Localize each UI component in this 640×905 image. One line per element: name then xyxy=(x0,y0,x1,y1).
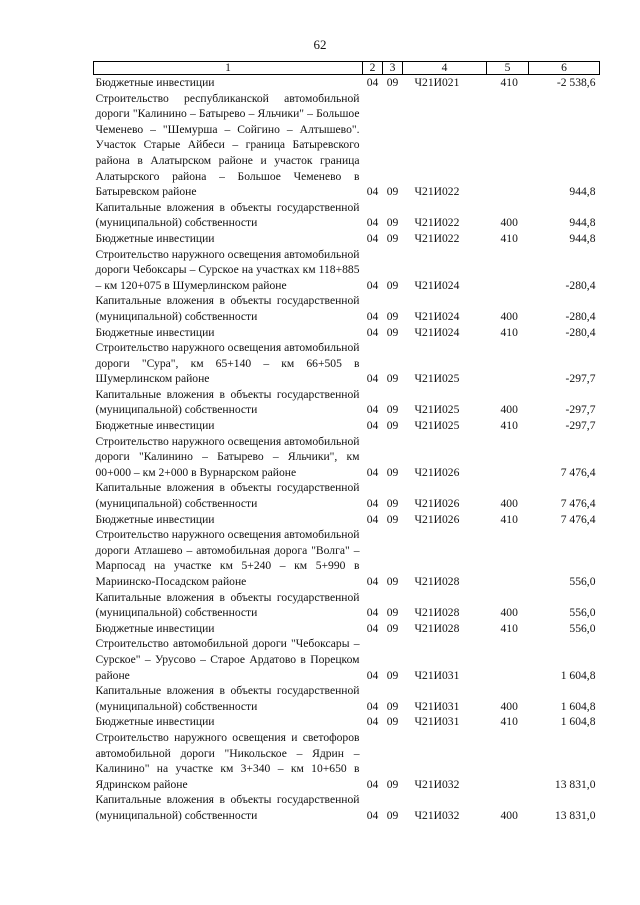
row-name: Капитальные вложения в объекты государственной (муниципальной) собственности xyxy=(95,387,360,417)
row-target-item: Ч21И024 xyxy=(414,309,460,323)
row-amount: 13 831,0 xyxy=(554,808,596,822)
row-target-item: Ч21И021 xyxy=(414,76,460,89)
row-target-item: Ч21И032 xyxy=(414,808,460,822)
row-target-item: Ч21И025 xyxy=(414,403,460,417)
row-name: Бюджетные инвестиции xyxy=(95,325,215,339)
row-target-item: Ч21И031 xyxy=(414,699,460,713)
row-subsection: 09 xyxy=(386,699,399,713)
row-expense-type: 400 xyxy=(500,497,518,511)
row-name: Капитальные вложения в объекты государственной (муниципальной) собственности xyxy=(95,590,360,620)
row-amount: -280,4 xyxy=(565,309,596,323)
row-amount: 1 604,8 xyxy=(560,715,596,729)
row-section: 04 xyxy=(366,372,379,386)
table-row xyxy=(94,293,600,324)
table-row xyxy=(94,325,600,341)
row-expense-type: 410 xyxy=(500,715,518,729)
row-expense-type: 400 xyxy=(500,606,518,620)
row-section: 04 xyxy=(366,497,379,511)
row-subsection: 09 xyxy=(386,497,399,511)
page-number: 62 xyxy=(313,37,327,52)
row-section: 04 xyxy=(366,231,379,245)
row-target-item: Ч21И032 xyxy=(414,777,460,791)
row-expense-type: 400 xyxy=(500,808,518,822)
row-subsection: 09 xyxy=(386,465,399,479)
budget-table xyxy=(93,61,600,824)
row-expense-type xyxy=(487,247,529,294)
row-amount: 556,0 xyxy=(569,621,596,635)
row-subsection: 09 xyxy=(386,216,399,230)
row-section: 04 xyxy=(366,699,379,713)
table-row xyxy=(94,418,600,434)
row-amount: 944,8 xyxy=(569,185,596,199)
row-expense-type: 400 xyxy=(500,699,518,713)
row-amount: -297,7 xyxy=(565,419,596,433)
row-target-item: Ч21И031 xyxy=(414,668,460,682)
row-expense-type xyxy=(487,91,529,200)
row-section: 04 xyxy=(366,808,379,822)
row-amount: 556,0 xyxy=(569,575,596,588)
row-amount: 7 476,4 xyxy=(560,465,596,479)
row-expense-type: 400 xyxy=(500,403,518,417)
row-subsection: 09 xyxy=(386,372,399,386)
row-subsection: 09 xyxy=(386,715,399,729)
row-subsection: 09 xyxy=(386,621,399,635)
row-section: 04 xyxy=(366,465,379,479)
row-target-item: Ч21И026 xyxy=(414,512,460,526)
row-expense-type xyxy=(487,527,529,589)
table-row xyxy=(94,527,600,589)
row-section: 04 xyxy=(366,278,379,292)
row-subsection: 09 xyxy=(386,325,399,339)
row-amount: 13 831,0 xyxy=(554,777,596,791)
row-amount: 7 476,4 xyxy=(560,512,596,526)
row-name: Капитальные вложения в объекты государственной (муниципальной) собственности xyxy=(95,684,360,713)
row-name: Бюджетные инвестиции xyxy=(95,621,215,635)
row-expense-type xyxy=(487,340,529,387)
row-target-item: Ч21И024 xyxy=(414,325,460,339)
row-expense-type: 410 xyxy=(500,621,518,635)
table-row xyxy=(94,91,600,200)
table-row xyxy=(94,480,600,511)
row-section: 04 xyxy=(366,606,379,620)
row-name: Строительство наружного освещения автомобильной дороги Атлашево – автомобильная дорога "Волга" – Марпосад на участке км 5+240 – км 5+990 в Мариинско-Посадском районе xyxy=(95,528,360,588)
row-name: Бюджетные инвестиции xyxy=(95,231,215,245)
row-name: Строительство наружного освещения автомобильной дороги "Сура", км 65+140 – км 66+505 в Шумерлинском районе xyxy=(95,341,360,386)
table-row xyxy=(94,621,600,637)
row-section: 04 xyxy=(366,419,379,433)
column-header-section: 2 xyxy=(363,62,383,75)
table-row xyxy=(94,792,600,823)
table-header xyxy=(94,62,600,75)
row-target-item: Ч21И028 xyxy=(414,621,460,635)
row-section: 04 xyxy=(366,575,379,588)
row-name: Строительство автомобильной дороги "Чебоксары – Сурское" – Урусово – Старое Ардатово в Порецком районе xyxy=(95,637,360,682)
row-target-item: Ч21И022 xyxy=(414,231,460,245)
row-name: Капитальные вложения в объекты государственной (муниципальной) собственности xyxy=(95,481,360,511)
row-amount: -297,7 xyxy=(565,403,596,417)
row-target-item: Ч21И024 xyxy=(414,278,460,292)
row-target-item: Ч21И026 xyxy=(414,497,460,511)
row-section: 04 xyxy=(366,325,379,339)
row-subsection: 09 xyxy=(386,808,399,822)
row-section: 04 xyxy=(366,512,379,526)
row-section: 04 xyxy=(366,621,379,635)
row-name: Бюджетные инвестиции xyxy=(95,76,215,89)
row-name: Строительство наружного освещения и светофоров автомобильной дороги "Никольское – Ядрин – Калинино" на участке км 3+340 – км 10+650 в Ядринском районе xyxy=(95,730,360,791)
row-subsection: 09 xyxy=(386,668,399,682)
row-section: 04 xyxy=(366,715,379,729)
table-row xyxy=(94,636,600,683)
row-amount: 556,0 xyxy=(569,606,596,620)
column-header-target-item: 4 xyxy=(403,62,487,75)
column-header-expense-type: 5 xyxy=(487,62,529,75)
row-subsection: 09 xyxy=(386,76,399,89)
table-row xyxy=(94,340,600,387)
row-expense-type: 410 xyxy=(500,419,518,433)
row-name: Бюджетные инвестиции xyxy=(95,419,215,433)
row-amount: 944,8 xyxy=(569,216,596,230)
row-amount: -297,7 xyxy=(565,372,596,386)
row-name: Строительство наружного освещения автомобильной дороги Чебоксары – Сурское на участках км 118+885 – км 120+075 в Шумерлинском районе xyxy=(95,247,360,292)
table-row xyxy=(94,683,600,714)
row-amount: 944,8 xyxy=(569,231,596,245)
table-row xyxy=(94,200,600,231)
table-body xyxy=(94,75,600,824)
row-subsection: 09 xyxy=(386,185,399,199)
table-row xyxy=(94,231,600,247)
row-target-item: Ч21И031 xyxy=(414,715,460,729)
column-header-subsection: 3 xyxy=(383,62,403,75)
row-subsection: 09 xyxy=(386,575,399,588)
column-header-amount: 6 xyxy=(529,62,600,75)
row-name: Бюджетные инвестиции xyxy=(95,512,215,526)
row-subsection: 09 xyxy=(386,512,399,526)
table-row xyxy=(94,590,600,621)
row-name: Строительство наружного освещения автомобильной дороги "Калинино – Батырево – Яльчики", км 00+000 – км 2+000 в Вурнарском районе xyxy=(95,434,360,479)
row-name: Капитальные вложения в объекты государственной (муниципальной) собственности xyxy=(95,294,360,323)
table-row xyxy=(94,512,600,528)
row-target-item: Ч21И028 xyxy=(414,606,460,620)
row-name: Капитальные вложения в объекты государственной (муниципальной) собственности xyxy=(95,793,360,822)
row-name: Капитальные вложения в объекты государственной (муниципальной) собственности xyxy=(95,200,360,230)
row-section: 04 xyxy=(366,403,379,417)
row-amount: -2 538,6 xyxy=(556,76,596,89)
row-amount: -280,4 xyxy=(565,278,596,292)
row-expense-type: 410 xyxy=(500,512,518,526)
row-expense-type: 400 xyxy=(500,309,518,323)
row-section: 04 xyxy=(366,309,379,323)
row-name: Строительство республиканской автомобильной дороги "Калинино – Батырево – Яльчики" – Большое Чеменево – "Шемурша – Сойгино – Алтышево". Участок Старые Айбеси – граница Батыревского района в Алатырском районе и участок граница Алатырского района – Большое Чеменево в Батыревском районе xyxy=(95,91,360,199)
table-row xyxy=(94,434,600,481)
row-expense-type: 400 xyxy=(500,216,518,230)
row-amount: 1 604,8 xyxy=(560,668,596,682)
row-subsection: 09 xyxy=(386,777,399,791)
row-section: 04 xyxy=(366,76,379,89)
row-target-item: Ч21И022 xyxy=(414,216,460,230)
row-amount: 1 604,8 xyxy=(560,699,596,713)
row-target-item: Ч21И022 xyxy=(414,185,460,199)
row-target-item: Ч21И028 xyxy=(414,575,460,588)
row-section: 04 xyxy=(366,777,379,791)
row-amount: -280,4 xyxy=(565,325,596,339)
row-subsection: 09 xyxy=(386,309,399,323)
table-row xyxy=(94,730,600,792)
row-subsection: 09 xyxy=(386,606,399,620)
row-subsection: 09 xyxy=(386,231,399,245)
row-expense-type xyxy=(487,434,529,481)
row-target-item: Ч21И025 xyxy=(414,372,460,386)
table-row xyxy=(94,714,600,730)
row-section: 04 xyxy=(366,216,379,230)
row-expense-type: 410 xyxy=(500,325,518,339)
row-expense-type xyxy=(487,636,529,683)
row-expense-type xyxy=(487,730,529,792)
row-expense-type: 410 xyxy=(500,231,518,245)
table-row xyxy=(94,247,600,294)
row-section: 04 xyxy=(366,185,379,199)
row-subsection: 09 xyxy=(386,278,399,292)
row-name: Бюджетные инвестиции xyxy=(95,715,215,729)
table-row xyxy=(94,75,600,91)
row-target-item: Ч21И025 xyxy=(414,419,460,433)
row-subsection: 09 xyxy=(386,403,399,417)
row-subsection: 09 xyxy=(386,419,399,433)
column-header-name: 1 xyxy=(94,62,363,75)
row-expense-type: 410 xyxy=(500,76,518,89)
row-target-item: Ч21И026 xyxy=(414,465,460,479)
row-section: 04 xyxy=(366,668,379,682)
row-amount: 7 476,4 xyxy=(560,497,596,511)
table-row xyxy=(94,387,600,418)
